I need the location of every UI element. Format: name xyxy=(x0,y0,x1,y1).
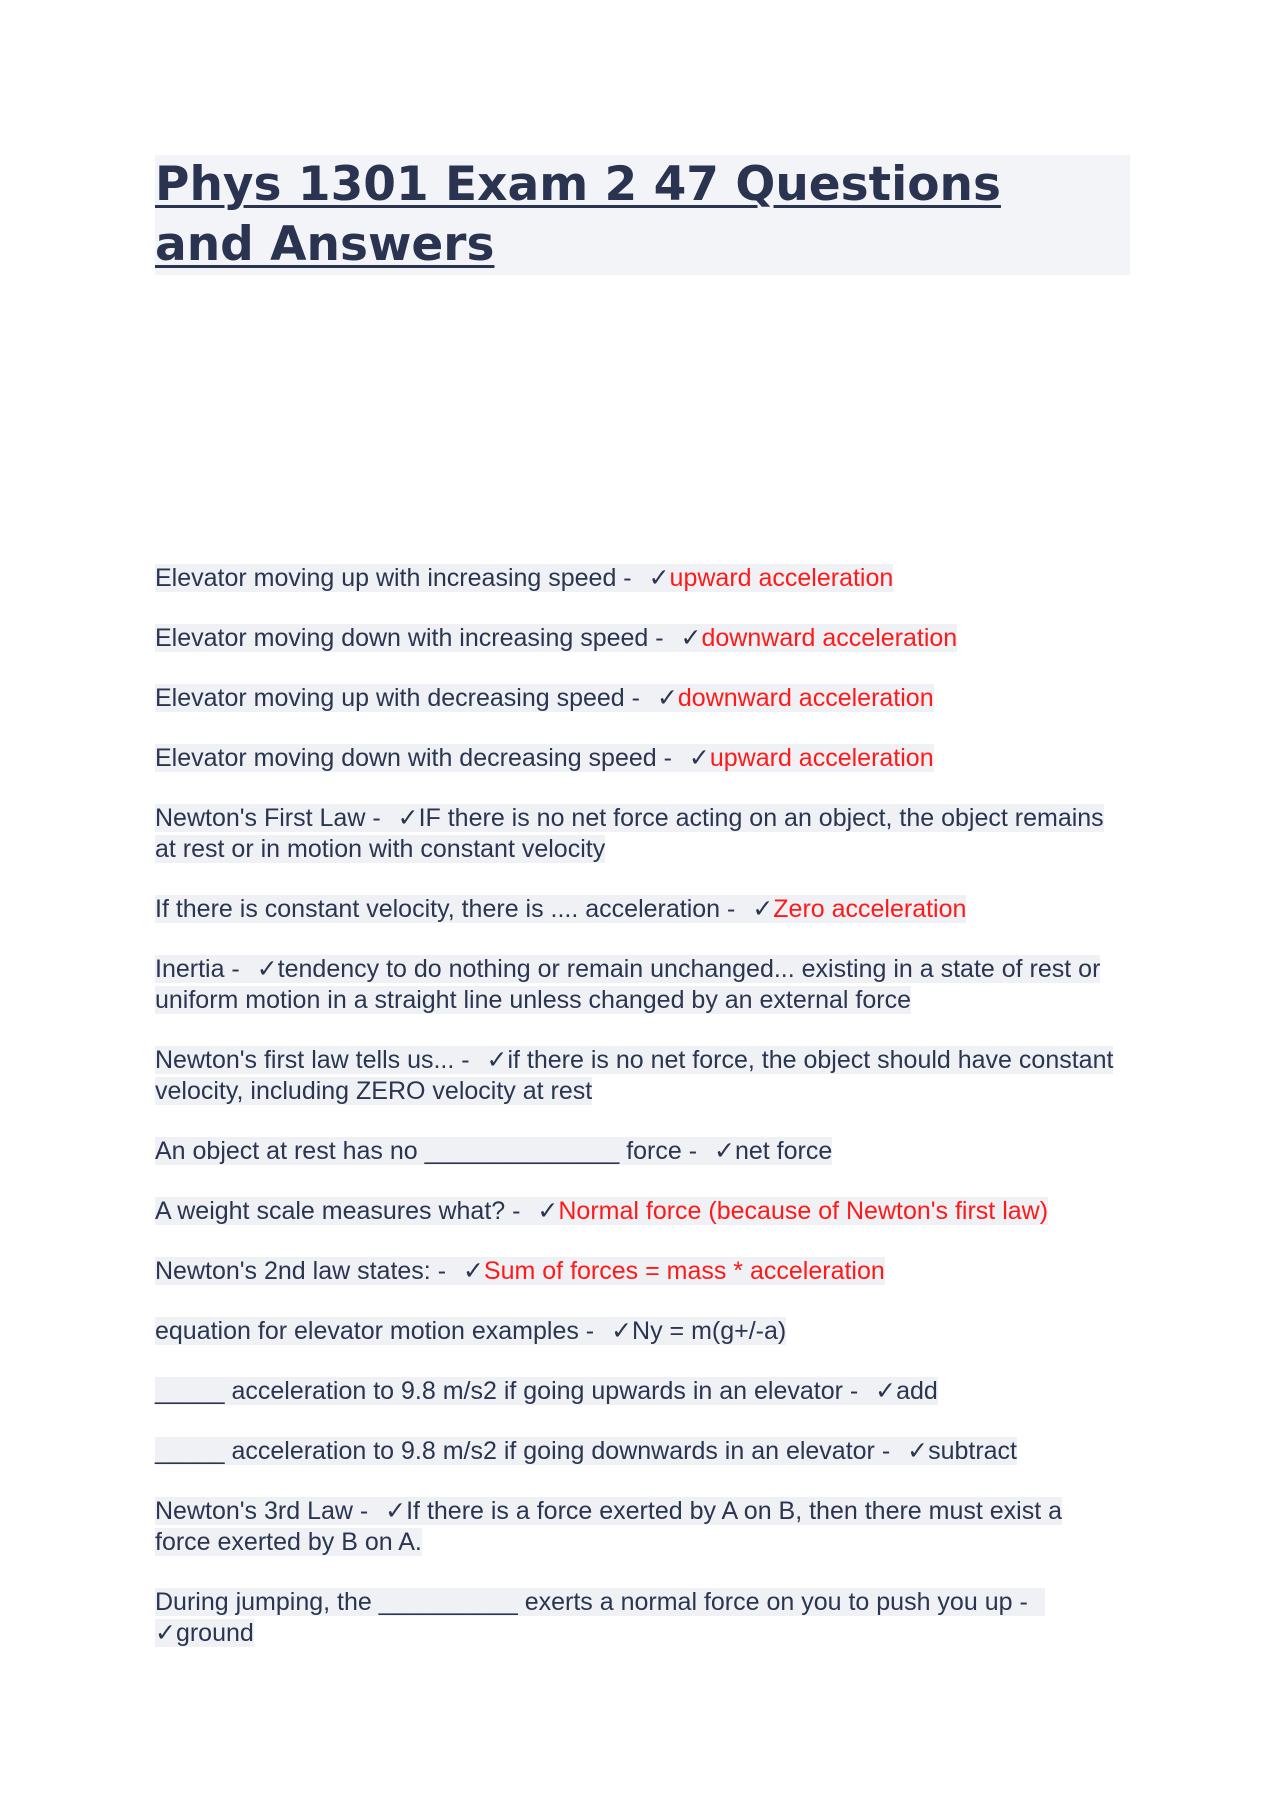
check-mark-icon: ✓ xyxy=(875,1377,897,1405)
answer-text: Normal force (because of Newton's first law) xyxy=(558,1197,1049,1225)
answer-text: Ny = m(g+/-a) xyxy=(632,1317,787,1345)
qa-item xyxy=(155,803,1115,865)
qa-item xyxy=(155,1045,1115,1107)
answer-text: ground xyxy=(175,1619,254,1647)
qa-item xyxy=(155,683,1115,714)
check-mark-icon: ✓ xyxy=(907,1437,929,1465)
qa-text xyxy=(155,684,934,712)
qa-text xyxy=(155,564,893,592)
qa-text xyxy=(155,1377,938,1405)
qa-text xyxy=(155,1497,1062,1556)
question-text: _____ acceleration to 9.8 m/s2 if going downwards in an elevator - xyxy=(155,1437,891,1465)
check-mark-icon: ✓ xyxy=(714,1137,735,1165)
qa-item xyxy=(155,563,1115,594)
qa-item xyxy=(155,1196,1115,1227)
qa-item xyxy=(155,1136,1115,1167)
answer-text: tendency to do nothing or remain unchanged... existing in a state of rest or uniform motion in a straight line unless changed by an external force xyxy=(155,955,1101,1014)
qa-text xyxy=(155,1437,1017,1465)
check-mark-icon: ✓ xyxy=(611,1317,633,1345)
question-text: _____ acceleration to 9.8 m/s2 if going upwards in an elevator - xyxy=(155,1377,859,1405)
answer-text: if there is no net force, the object should have constant velocity, including ZERO velocity at rest xyxy=(155,1046,1114,1105)
qa-text xyxy=(155,1588,1045,1647)
question-text: Newton's first law tells us... - xyxy=(155,1046,470,1074)
document-title: Phys 1301 Exam 2 47 Questions and Answers xyxy=(155,157,1001,272)
answer-text: IF there is no net force acting on an object, the object remains at rest or in motion with constant velocity xyxy=(155,804,1104,863)
qa-text xyxy=(155,1317,786,1345)
check-mark-icon: ✓ xyxy=(648,564,670,592)
question-text: Inertia - xyxy=(155,955,240,983)
answer-text: downward acceleration xyxy=(677,684,934,712)
qa-text xyxy=(155,624,957,652)
check-mark-icon: ✓ xyxy=(656,684,678,712)
qa-item xyxy=(155,743,1115,774)
qa-text xyxy=(155,1137,832,1165)
answer-text: Zero acceleration xyxy=(773,895,967,923)
answer-text: upward acceleration xyxy=(669,564,894,592)
question-text: Newton's First Law - xyxy=(155,804,381,832)
question-text: An object at rest has no ______________ force - xyxy=(155,1137,698,1165)
qa-item xyxy=(155,1316,1115,1347)
qa-text xyxy=(155,895,966,923)
check-mark-icon: ✓ xyxy=(155,1619,176,1647)
answer-text: downward acceleration xyxy=(701,624,958,652)
question-text: If there is constant velocity, there is .... acceleration - xyxy=(155,895,736,923)
qa-text xyxy=(155,1046,1113,1105)
question-text: Newton's 3rd Law - xyxy=(155,1497,369,1525)
question-text: equation for elevator motion examples - xyxy=(155,1317,595,1345)
question-text: Elevator moving down with increasing speed - xyxy=(155,624,664,652)
question-text: Elevator moving down with decreasing speed - xyxy=(155,744,672,772)
answer-text: subtract xyxy=(928,1437,1017,1465)
question-text: During jumping, the __________ exerts a normal force on you to push you up - xyxy=(155,1588,1028,1616)
check-mark-icon: ✓ xyxy=(462,1257,484,1285)
qa-text xyxy=(155,1257,885,1285)
qa-item xyxy=(155,1256,1115,1287)
qa-item xyxy=(155,894,1115,925)
qa-text xyxy=(155,1197,1048,1225)
qa-text xyxy=(155,955,1100,1014)
check-mark-icon: ✓ xyxy=(537,1197,559,1225)
check-mark-icon: ✓ xyxy=(752,895,774,923)
check-mark-icon: ✓ xyxy=(256,955,278,983)
answer-text: add xyxy=(896,1377,938,1405)
question-text: Elevator moving up with increasing speed - xyxy=(155,564,632,592)
qa-item xyxy=(155,1376,1115,1407)
question-text: Newton's 2nd law states: - xyxy=(155,1257,447,1285)
check-mark-icon: ✓ xyxy=(680,624,702,652)
qa-text xyxy=(155,804,1104,863)
check-mark-icon: ✓ xyxy=(397,804,419,832)
qa-item xyxy=(155,1587,1115,1649)
qa-item xyxy=(155,954,1115,1016)
check-mark-icon: ✓ xyxy=(688,744,710,772)
check-mark-icon: ✓ xyxy=(486,1046,508,1074)
answer-text: Sum of forces = mass * acceleration xyxy=(483,1257,885,1285)
answer-text: upward acceleration xyxy=(709,744,934,772)
qa-text xyxy=(155,744,934,772)
qa-item xyxy=(155,1436,1115,1467)
check-mark-icon: ✓ xyxy=(385,1497,407,1525)
question-text: Elevator moving up with decreasing speed - xyxy=(155,684,640,712)
answer-text: If there is a force exerted by A on B, then there must exist a force exerted by B on A. xyxy=(155,1497,1063,1556)
answer-text: net force xyxy=(734,1137,833,1165)
question-text: A weight scale measures what? - xyxy=(155,1197,521,1225)
question-answer-list xyxy=(155,563,1115,1678)
qa-item xyxy=(155,1496,1115,1558)
qa-item xyxy=(155,623,1115,654)
